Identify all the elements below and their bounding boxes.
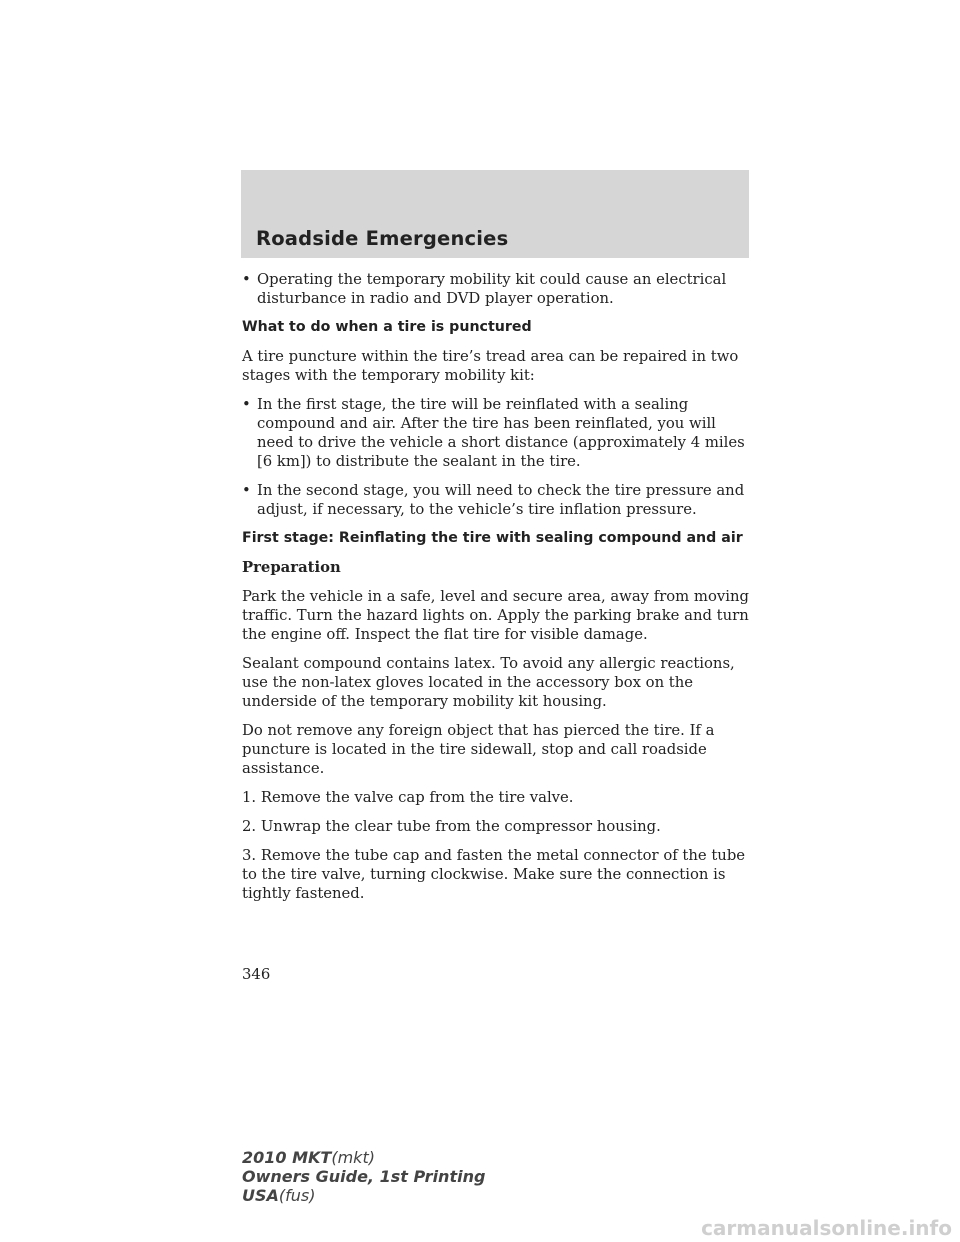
- footer-market: USA: [242, 1186, 279, 1205]
- footer-model: 2010 MKT: [242, 1148, 332, 1167]
- list-item: [242, 481, 752, 519]
- step-1: 1. Remove the valve cap from the tire valve.: [242, 789, 574, 806]
- bullet-text: Operating the temporary mobility kit could cause an electrical disturbance in radio and DVD player operation.: [257, 271, 727, 307]
- watermark: carmanualsonline.info: [701, 1216, 952, 1240]
- footer-market-code: (fus): [278, 1186, 316, 1205]
- footer-line-market: [242, 1186, 485, 1205]
- footer-model-code: (mkt): [331, 1148, 375, 1167]
- bullet-marker: •: [242, 271, 251, 288]
- page-content: [242, 270, 752, 913]
- print-footer: [242, 1148, 485, 1205]
- page-number: 346: [242, 966, 271, 983]
- paragraph-latex: Sealant compound contains latex. To avoid any allergic reactions, use the non-latex gloves located in the accessory box on the underside of the temporary mobility kit housing.: [242, 655, 735, 710]
- heading-puncture: What to do when a tire is punctured: [242, 319, 532, 335]
- heading-preparation: Preparation: [242, 559, 341, 576]
- bullet-text: In the second stage, you will need to check the tire pressure and adjust, if necessary, to the vehicle’s tire inflation pressure.: [257, 482, 745, 518]
- step-2: 2. Unwrap the clear tube from the compressor housing.: [242, 818, 661, 835]
- heading-first-stage: First stage: Reinflating the tire with sealing compound and air: [242, 530, 743, 546]
- bullet-marker: •: [242, 396, 251, 413]
- list-item: [242, 395, 752, 471]
- footer-line-model: [242, 1148, 485, 1167]
- bullet-text: In the first stage, the tire will be reinflated with a sealing compound and air. After the tire has been reinflated, you will need to drive the vehicle a short distance (approximately 4 miles [6 km]) to distribute the sealant in the tire.: [257, 396, 745, 470]
- footer-printing: Owners Guide, 1st Printing: [242, 1167, 486, 1186]
- section-title: Roadside Emergencies: [256, 227, 509, 250]
- bullet-marker: •: [242, 482, 251, 499]
- paragraph-foreign-object: Do not remove any foreign object that has pierced the tire. If a puncture is located in the tire sidewall, stop and call roadside assistance.: [242, 722, 715, 777]
- list-item: [242, 270, 752, 308]
- step-3: 3. Remove the tube cap and fasten the metal connector of the tube to the tire valve, turning clockwise. Make sure the connection is tightly fastened.: [242, 847, 746, 902]
- paragraph-puncture: A tire puncture within the tire’s tread area can be repaired in two stages with the temporary mobility kit:: [242, 348, 739, 384]
- paragraph-park: Park the vehicle in a safe, level and secure area, away from moving traffic. Turn the hazard lights on. Apply the parking brake and turn the engine off. Inspect the flat tire for visible damage.: [242, 588, 749, 643]
